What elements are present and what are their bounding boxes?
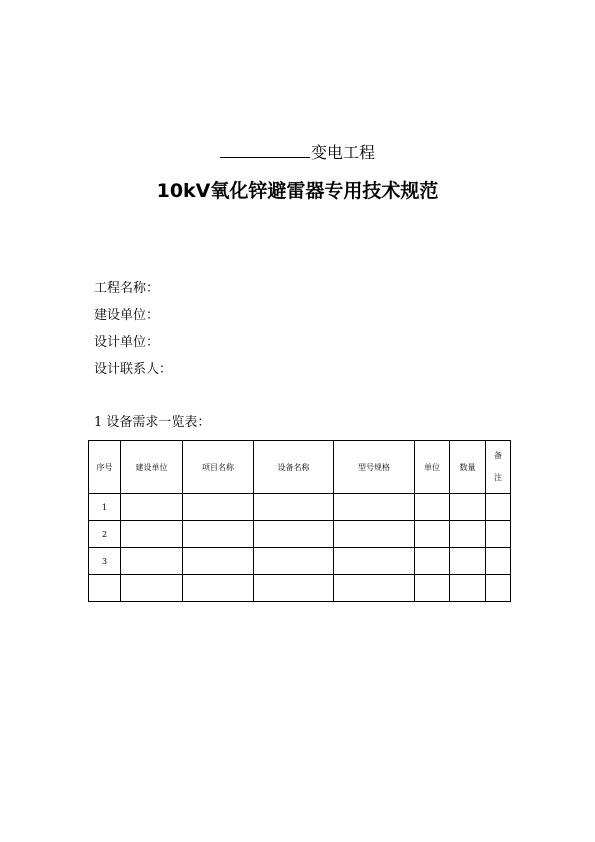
table-cell [486, 548, 511, 575]
subtitle-suffix: 变电工程 [310, 143, 375, 162]
table-cell [121, 548, 183, 575]
table-cell [486, 521, 511, 548]
header-remarks-top: 备 [494, 451, 502, 460]
section-title: 1 设备需求一览表： [94, 415, 211, 430]
equipment-requirements-table [88, 440, 511, 602]
table-cell [183, 521, 254, 548]
design-unit-label: 设计单位： [94, 335, 160, 350]
table-cell [486, 575, 511, 602]
table-cell [486, 494, 511, 521]
table-cell [183, 548, 254, 575]
table-cell [415, 575, 450, 602]
table-row [89, 575, 511, 602]
table-cell [254, 548, 334, 575]
table-cell [334, 575, 415, 602]
table-row [89, 548, 511, 575]
table-cell [415, 548, 450, 575]
table-cell [254, 575, 334, 602]
table-row [89, 521, 511, 548]
header-model-spec: 型号规格 [334, 441, 415, 494]
document-title: 10kV氧化锌避雷器专用技术规范 [156, 180, 439, 202]
table-cell [183, 494, 254, 521]
project-name-label: 工程名称： [94, 281, 160, 296]
table-cell [450, 548, 486, 575]
row-serial-no: 1 [89, 494, 121, 521]
header-project-name: 项目名称 [183, 441, 254, 494]
row-serial-no [89, 575, 121, 602]
header-unit: 单位 [415, 441, 450, 494]
header-construction-unit: 建设单位 [121, 441, 183, 494]
design-contact-label: 设计联系人： [94, 362, 173, 377]
header-remarks-bottom: 注 [494, 473, 502, 482]
header-serial-no: 序号 [89, 441, 121, 494]
project-subtitle [0, 143, 595, 163]
table-cell [334, 521, 415, 548]
table-cell [334, 494, 415, 521]
table-cell [121, 521, 183, 548]
header-quantity: 数量 [450, 441, 486, 494]
table-cell [450, 521, 486, 548]
table-cell [334, 548, 415, 575]
table-cell [450, 575, 486, 602]
header-equipment-name: 设备名称 [254, 441, 334, 494]
row-serial-no: 3 [89, 548, 121, 575]
table-cell [450, 494, 486, 521]
table-cell [121, 494, 183, 521]
table-cell [121, 575, 183, 602]
table-cell [254, 521, 334, 548]
table-cell [415, 521, 450, 548]
header-remarks [486, 441, 511, 494]
construction-unit-label: 建设单位： [94, 308, 160, 323]
table-row [89, 494, 511, 521]
table-cell [254, 494, 334, 521]
table-cell [415, 494, 450, 521]
project-name-blank [220, 143, 310, 158]
row-serial-no: 2 [89, 521, 121, 548]
table-header-row [89, 441, 511, 494]
table-cell [183, 575, 254, 602]
